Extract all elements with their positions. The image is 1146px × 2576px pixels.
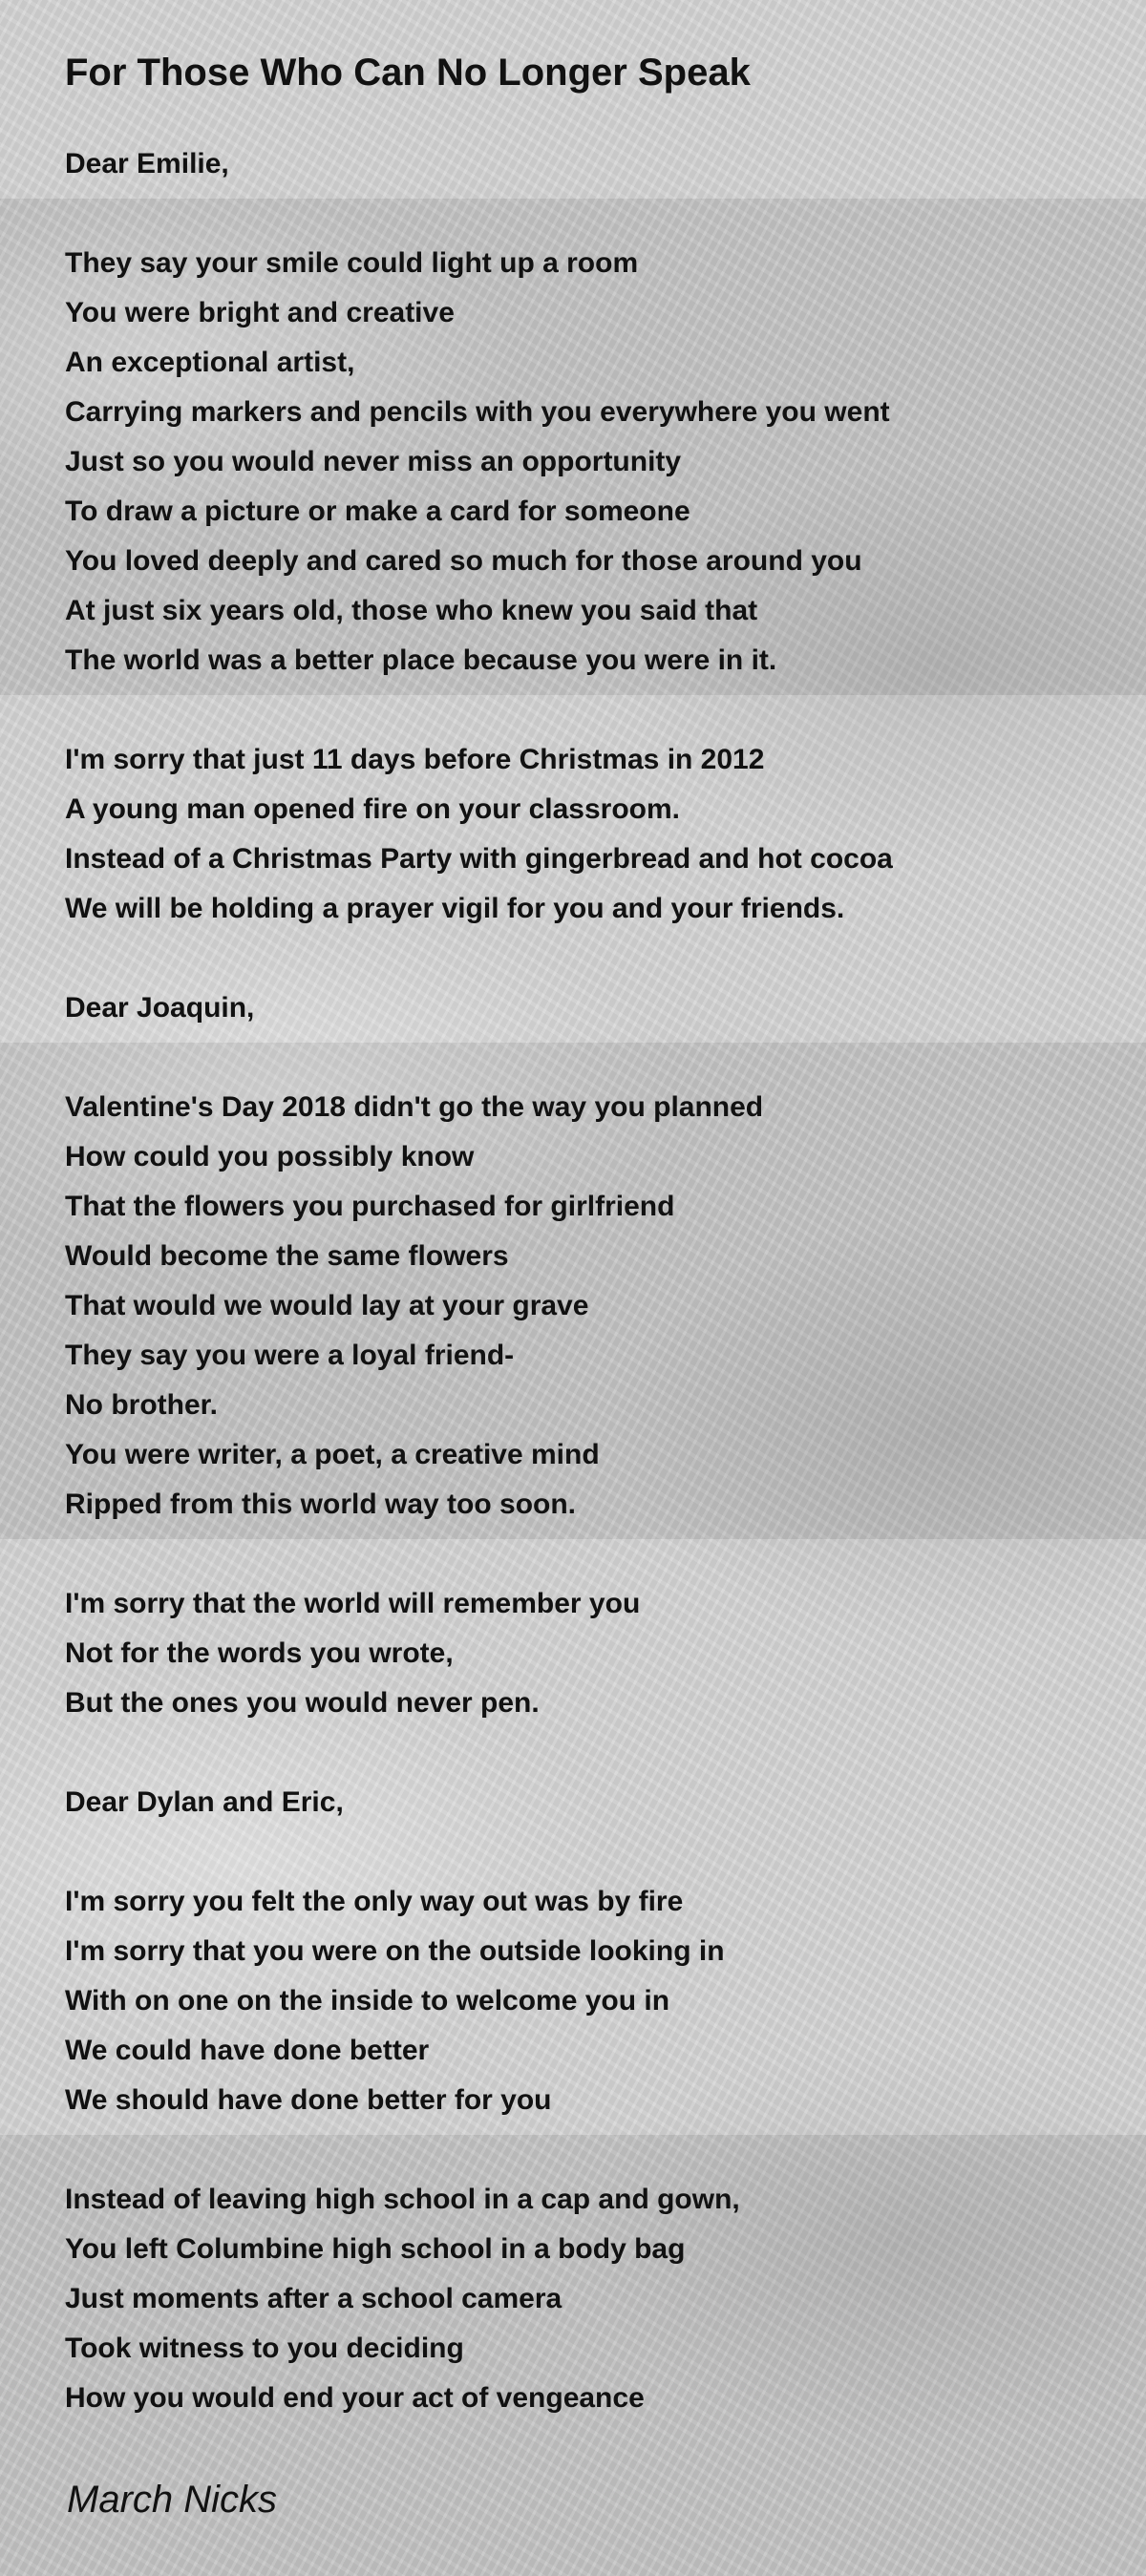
poem-line: I'm sorry that the world will remember you [65,1588,641,1619]
poem-line: That the flowers you purchased for girlfriend [65,1191,675,1222]
stanza-break [65,1728,1096,1778]
poem-line: We could have done better [65,2035,430,2066]
stanza-break [65,1033,1096,1083]
stanza-break [65,686,1096,735]
stanza-break [65,1530,1096,1579]
poem-line: Would become the same flowers [65,1240,509,1272]
poem-line: That would we would lay at your grave [65,1290,589,1321]
poem-line: With on one on the inside to welcome you in [65,1985,670,2016]
poem-line: I'm sorry that just 11 days before Christmas in 2012 [65,744,765,775]
poem-line: You were bright and creative [65,297,455,328]
poem-line: To draw a picture or make a card for someone [65,496,690,527]
poem-line: Dear Joaquin, [65,992,255,1024]
poem-line: Instead of leaving high school in a cap and gown, [65,2184,740,2215]
poem-line: Dear Dylan and Eric, [65,1786,344,1818]
poem-line: I'm sorry you felt the only way out was by fire [65,1886,684,1917]
stanza-break [65,189,1096,239]
poem-line: Not for the words you wrote, [65,1637,454,1669]
poem-line: Valentine's Day 2018 didn't go the way you planned [65,1091,764,1123]
poem-author: March Nicks [67,2479,278,2521]
poem-line: I'm sorry that you were on the outside looking in [65,1935,725,1967]
poem-line: No brother. [65,1389,219,1421]
poem-line: A young man opened fire on your classroom. [65,793,680,825]
poem-line: You loved deeply and cared so much for those around you [65,545,862,577]
poem-line: Ripped from this world way too soon. [65,1489,577,1520]
poem-line: But the ones you would never pen. [65,1687,540,1719]
stanza-break [65,2125,1096,2175]
poem-title: For Those Who Can No Longer Speak [65,52,751,94]
poem-line: You left Columbine high school in a body bag [65,2233,686,2265]
poem-line: How could you possibly know [65,1141,475,1172]
poem-line: How you would end your act of vengeance [65,2382,645,2414]
poem-line: Took witness to you deciding [65,2333,464,2364]
poem-line: Just so you would never miss an opportunity [65,446,682,477]
poem-line: You were writer, a poet, a creative mind [65,1439,600,1470]
poem-line: Just moments after a school camera [65,2283,562,2314]
stanza-break [65,934,1096,983]
poem-line: They say your smile could light up a room [65,247,639,279]
poem-line: We should have done better for you [65,2084,552,2116]
stanza-break [65,1827,1096,1877]
poem-line: An exceptional artist, [65,347,355,378]
poem-line: Instead of a Christmas Party with gingerbread and hot cocoa [65,843,893,875]
poem-body [65,139,1096,2423]
poem-line: We will be holding a prayer vigil for you and your friends. [65,893,845,924]
poem-line: The world was a better place because you were in it. [65,644,777,676]
poem-line: Carrying markers and pencils with you everywhere you went [65,396,890,428]
poem-line: They say you were a loyal friend- [65,1340,515,1371]
poem-line: Dear Emilie, [65,148,229,179]
poem-line: At just six years old, those who knew you said that [65,595,758,626]
